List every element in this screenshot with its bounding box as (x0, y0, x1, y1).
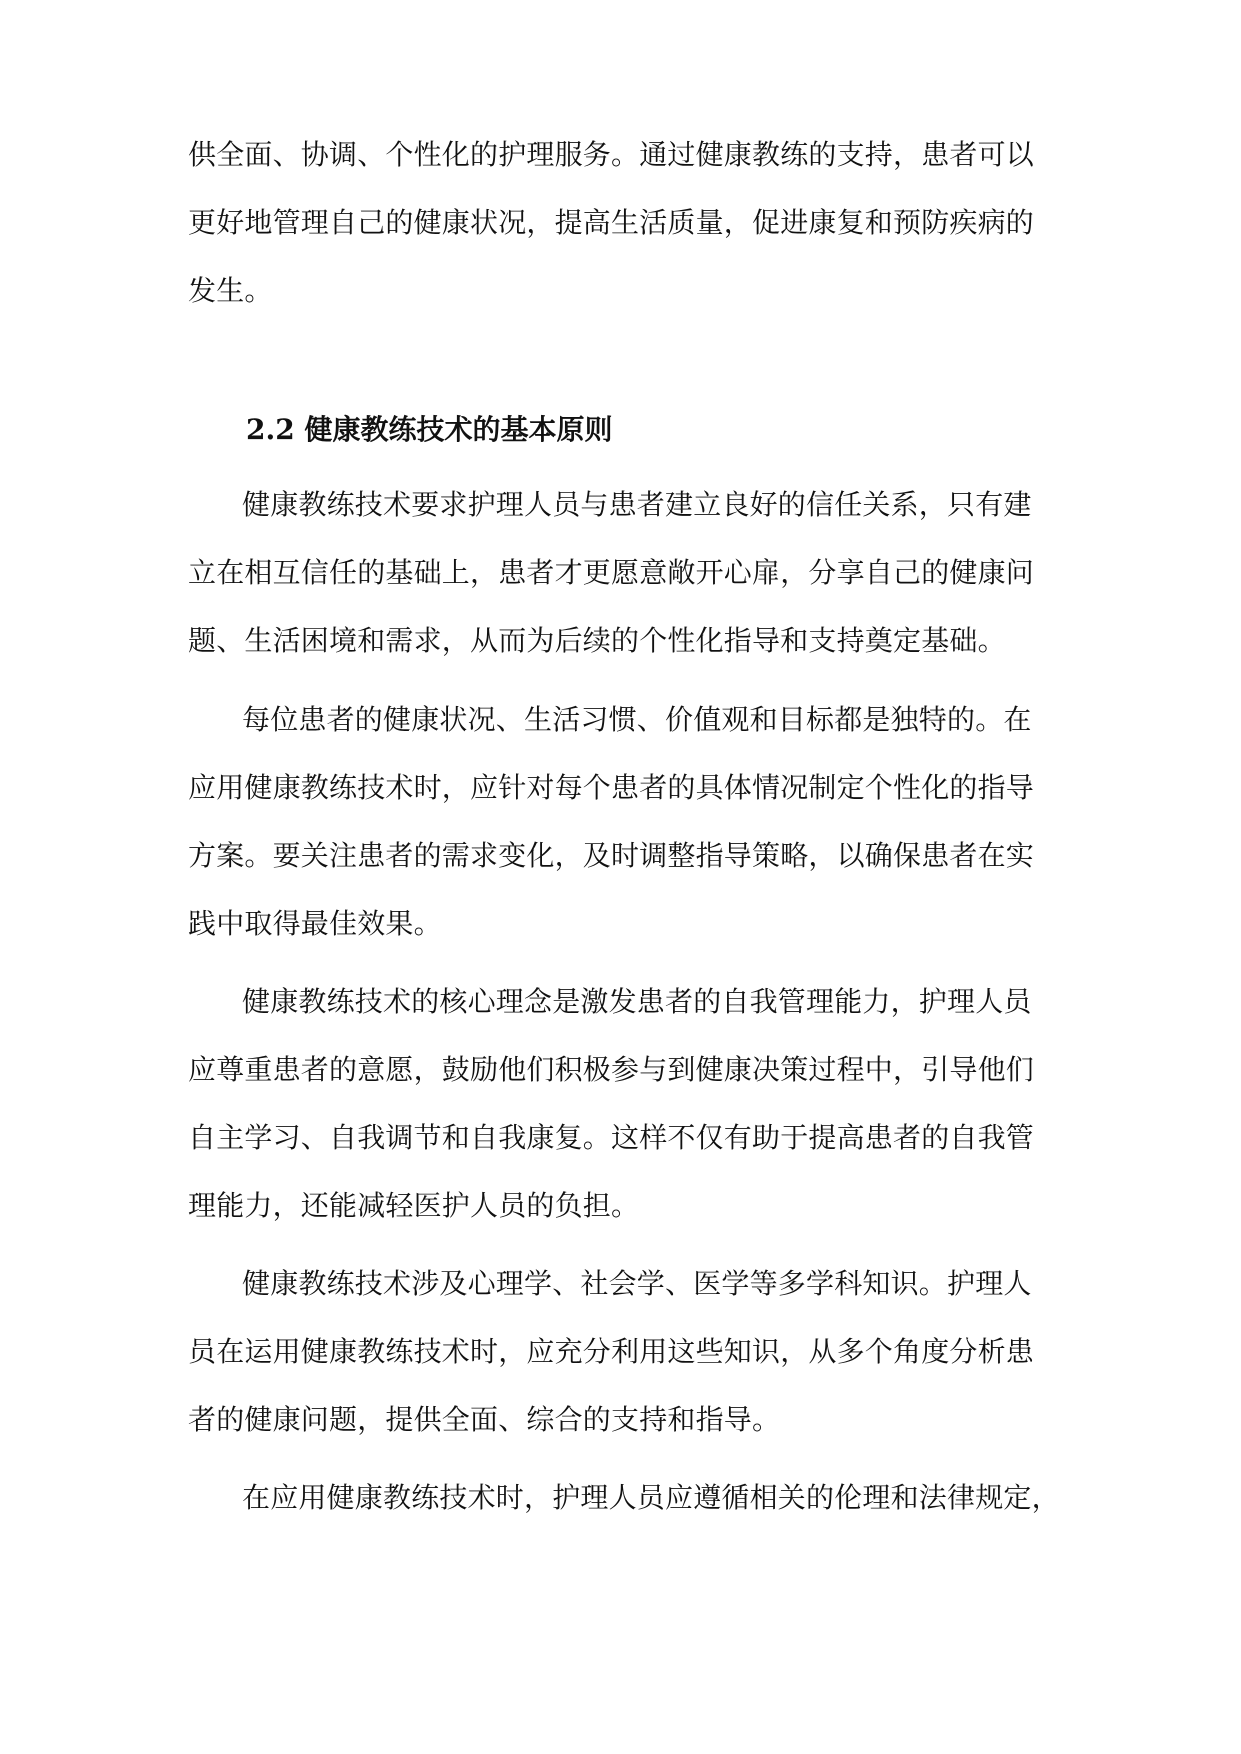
text-line: 自主学习、自我调节和自我康复。这样不仅有助于提高患者的自我管 (188, 1121, 1035, 1154)
text-line: 健康教练技术涉及心理学、社会学、医学等多学科知识。护理人 (242, 1267, 1032, 1300)
text-line: 员在运用健康教练技术时，应充分利用这些知识，从多个角度分析患 (188, 1335, 1035, 1368)
text-line: 践中取得最佳效果。 (188, 907, 442, 940)
text-line: 每位患者的健康状况、生活习惯、价值观和目标都是独特的。在 (242, 703, 1032, 736)
text-line: 理能力，还能减轻医护人员的负担。 (188, 1189, 640, 1222)
text-line: 者的健康问题，提供全面、综合的支持和指导。 (188, 1403, 781, 1436)
text-line: 方案。要关注患者的需求变化，及时调整指导策略，以确保患者在实 (188, 839, 1035, 872)
text-line: 应尊重患者的意愿，鼓励他们积极参与到健康决策过程中，引导他们 (188, 1053, 1035, 1086)
section-heading: 2.2 健康教练技术的基本原则 (246, 413, 613, 446)
text-line: 健康教练技术的核心理念是激发患者的自我管理能力，护理人员 (242, 985, 1032, 1018)
text-line: 立在相互信任的基础上，患者才更愿意敞开心扉，分享自己的健康问 (188, 556, 1035, 589)
text-line: 在应用健康教练技术时，护理人员应遵循相关的伦理和法律规定， (242, 1481, 1060, 1514)
text-line: 更好地管理自己的健康状况，提高生活质量，促进康复和预防疾病的 (188, 206, 1035, 239)
text-line: 发生。 (188, 274, 273, 307)
text-line: 题、生活困境和需求，从而为后续的个性化指导和支持奠定基础。 (188, 624, 1006, 657)
text-line: 供全面、协调、个性化的护理服务。通过健康教练的支持，患者可以 (188, 138, 1035, 171)
text-line: 健康教练技术要求护理人员与患者建立良好的信任关系，只有建 (242, 488, 1032, 521)
text-line: 应用健康教练技术时，应针对每个患者的具体情况制定个性化的指导 (188, 771, 1035, 804)
